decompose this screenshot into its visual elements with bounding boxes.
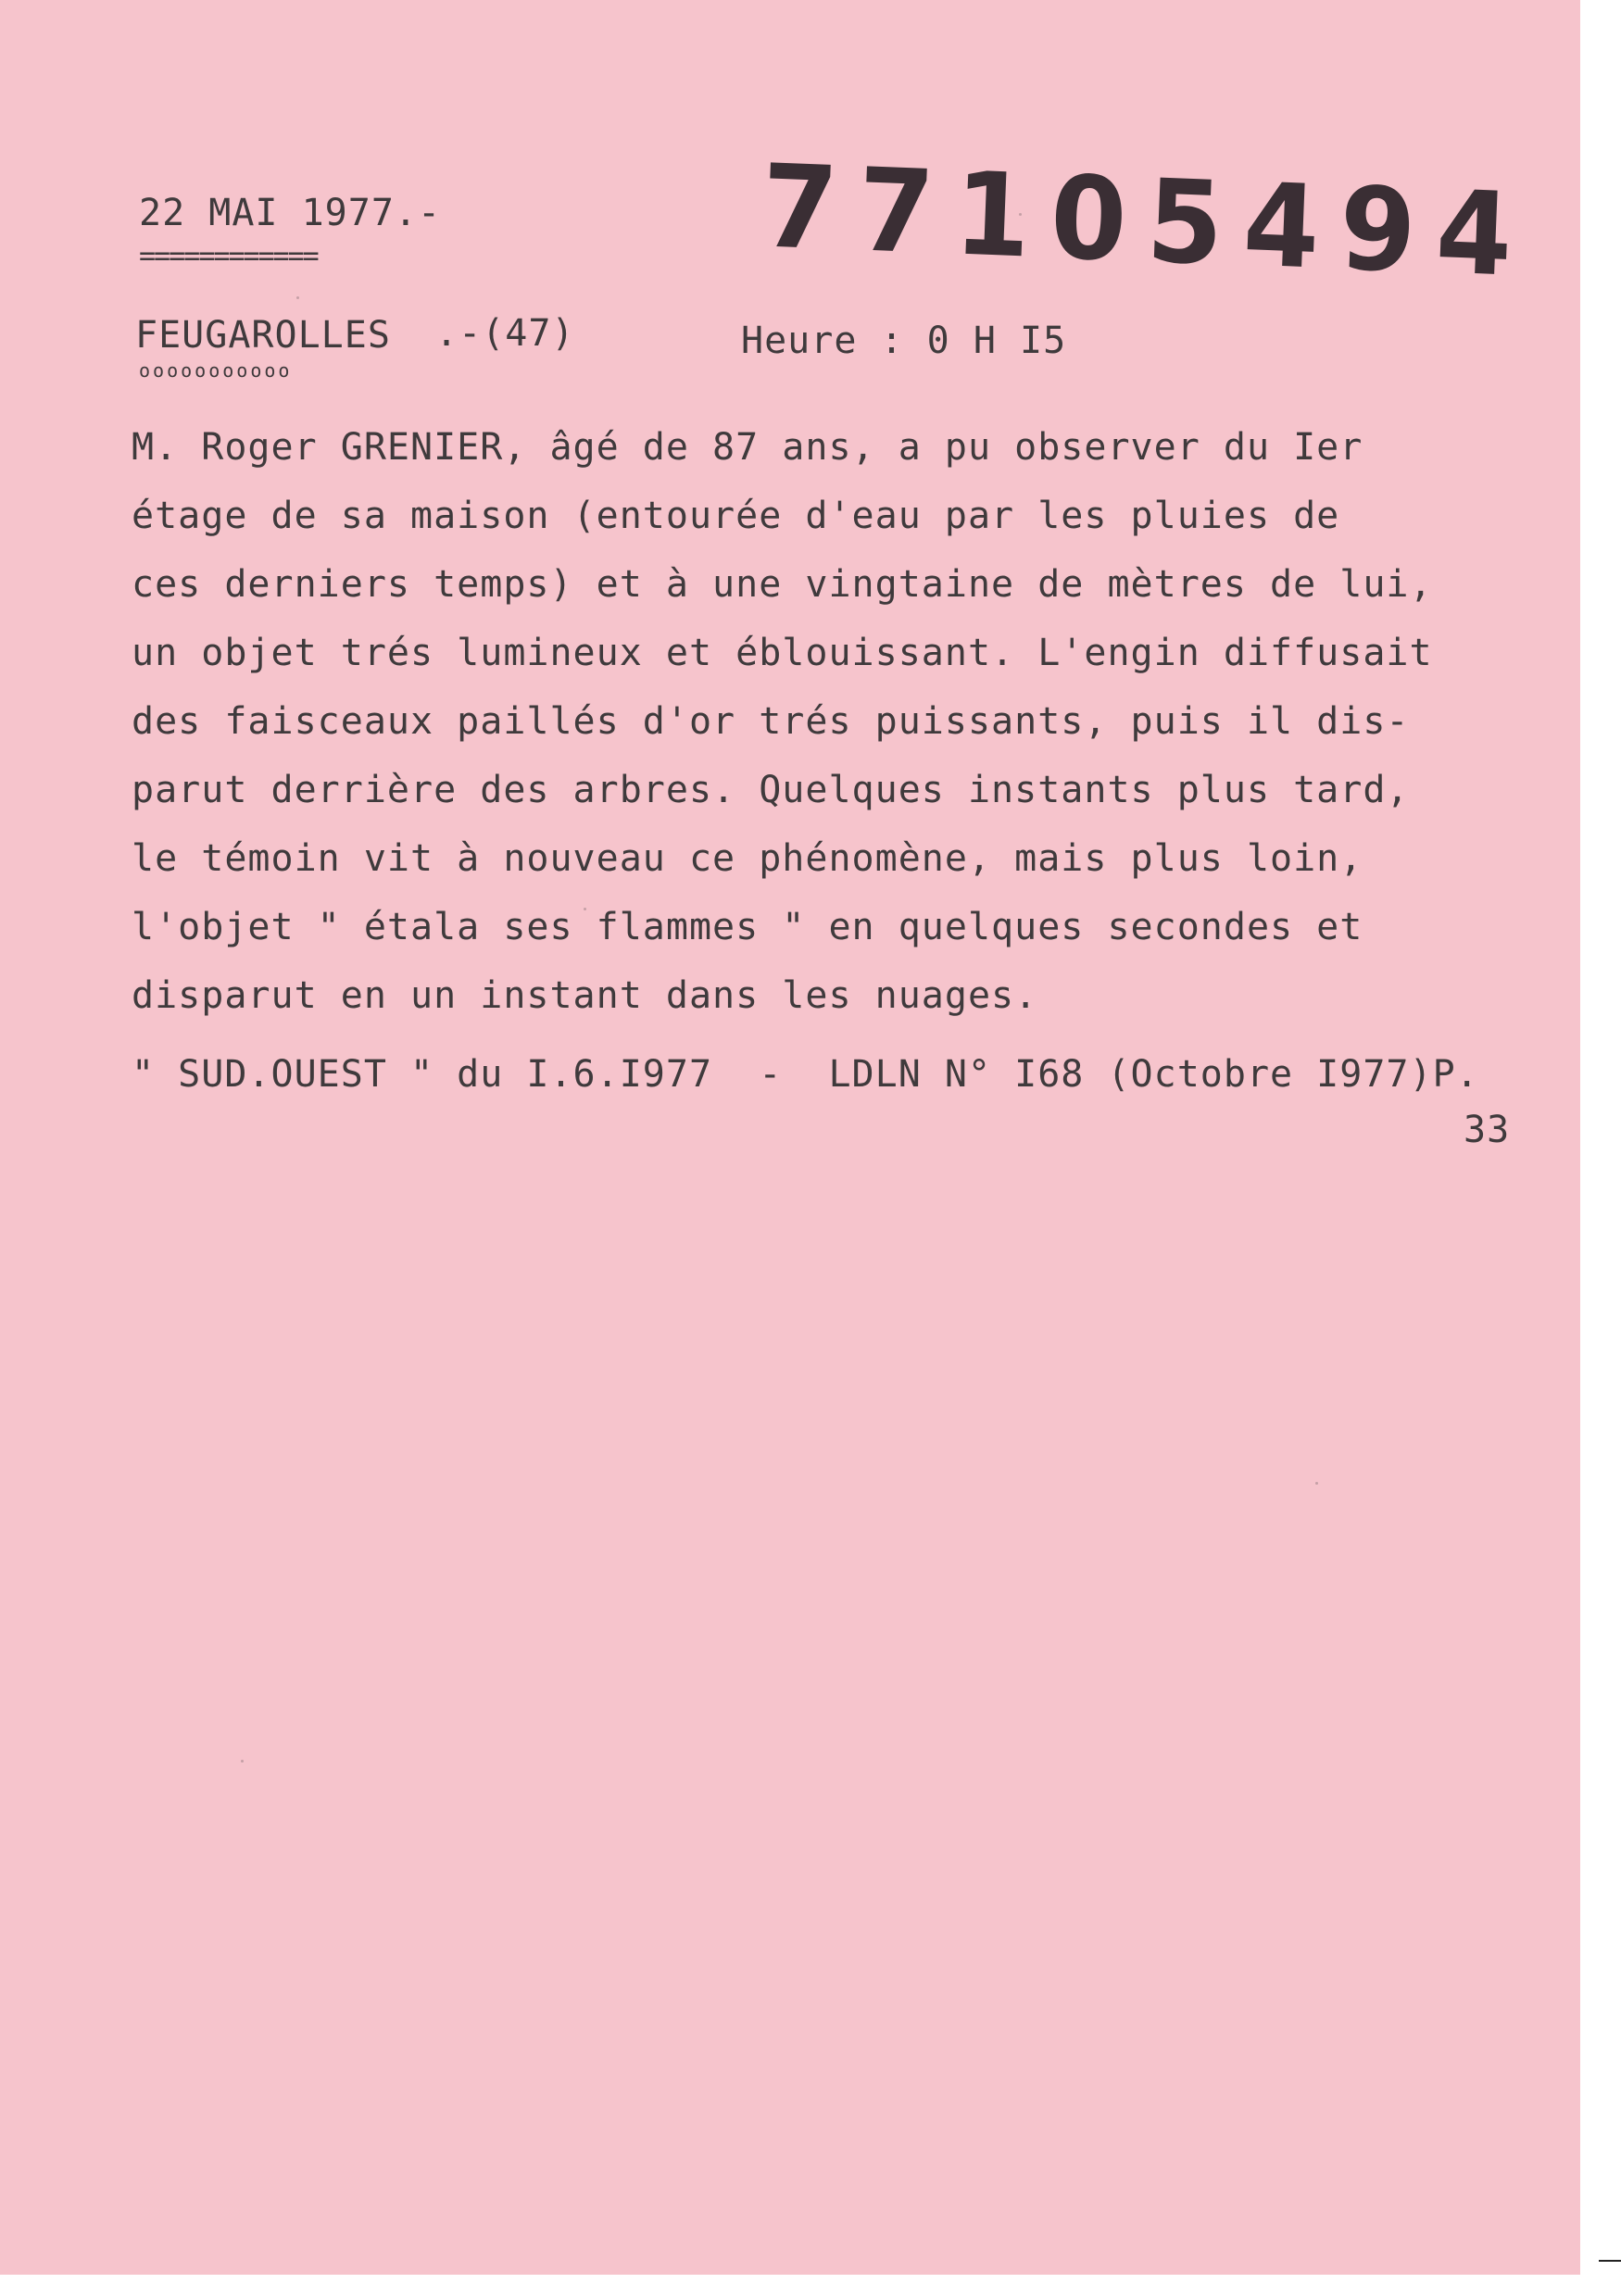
body-line: ces derniers temps) et à une vingtaine de mètres de lui, xyxy=(132,563,1433,606)
body-line: l'objet " étala ses flammes " en quelques secondes et xyxy=(132,906,1363,948)
location-underline: ooooooooooo xyxy=(139,359,293,382)
body-line: des faisceaux paillés d'or trés puissants, puis il dis- xyxy=(132,700,1410,743)
paper-speck xyxy=(1019,213,1022,216)
paper-speck xyxy=(1315,1482,1318,1485)
body-line: étage de sa maison (entourée d'eau par les pluies de xyxy=(132,495,1340,537)
paper-speck xyxy=(241,1760,244,1763)
body-line: parut derrière des arbres. Quelques instants plus tard, xyxy=(132,769,1410,811)
body-line: M. Roger GRENIER, âgé de 87 ans, a pu observer du Ier xyxy=(132,426,1363,469)
observation-time: Heure : 0 H I5 xyxy=(741,320,1067,362)
department-number: .-(47) xyxy=(435,312,575,355)
paper-speck xyxy=(296,296,299,299)
source-citation: " SUD.OUEST " du I.6.I977 - LDLN N° I68 (Octobre I977)P. xyxy=(132,1053,1479,1096)
page-number: 33 xyxy=(1464,1109,1511,1151)
body-line: un objet trés lumineux et éblouissant. L'engin diffusait xyxy=(132,632,1433,674)
report-date: 22 MAI 1977.- xyxy=(139,192,442,234)
body-line: disparut en un instant dans les nuages. xyxy=(132,974,1038,1017)
date-underline: ============ xyxy=(139,240,318,272)
paper-speck xyxy=(584,908,586,910)
scan-edge-mark xyxy=(1599,2260,1621,2262)
location-name: FEUGAROLLES xyxy=(135,314,391,357)
report-body xyxy=(132,426,1558,1043)
body-line: le témoin vit à nouveau ce phénomène, mais plus loin, xyxy=(132,837,1363,880)
case-number-stamp: 77105494 xyxy=(759,139,1536,303)
